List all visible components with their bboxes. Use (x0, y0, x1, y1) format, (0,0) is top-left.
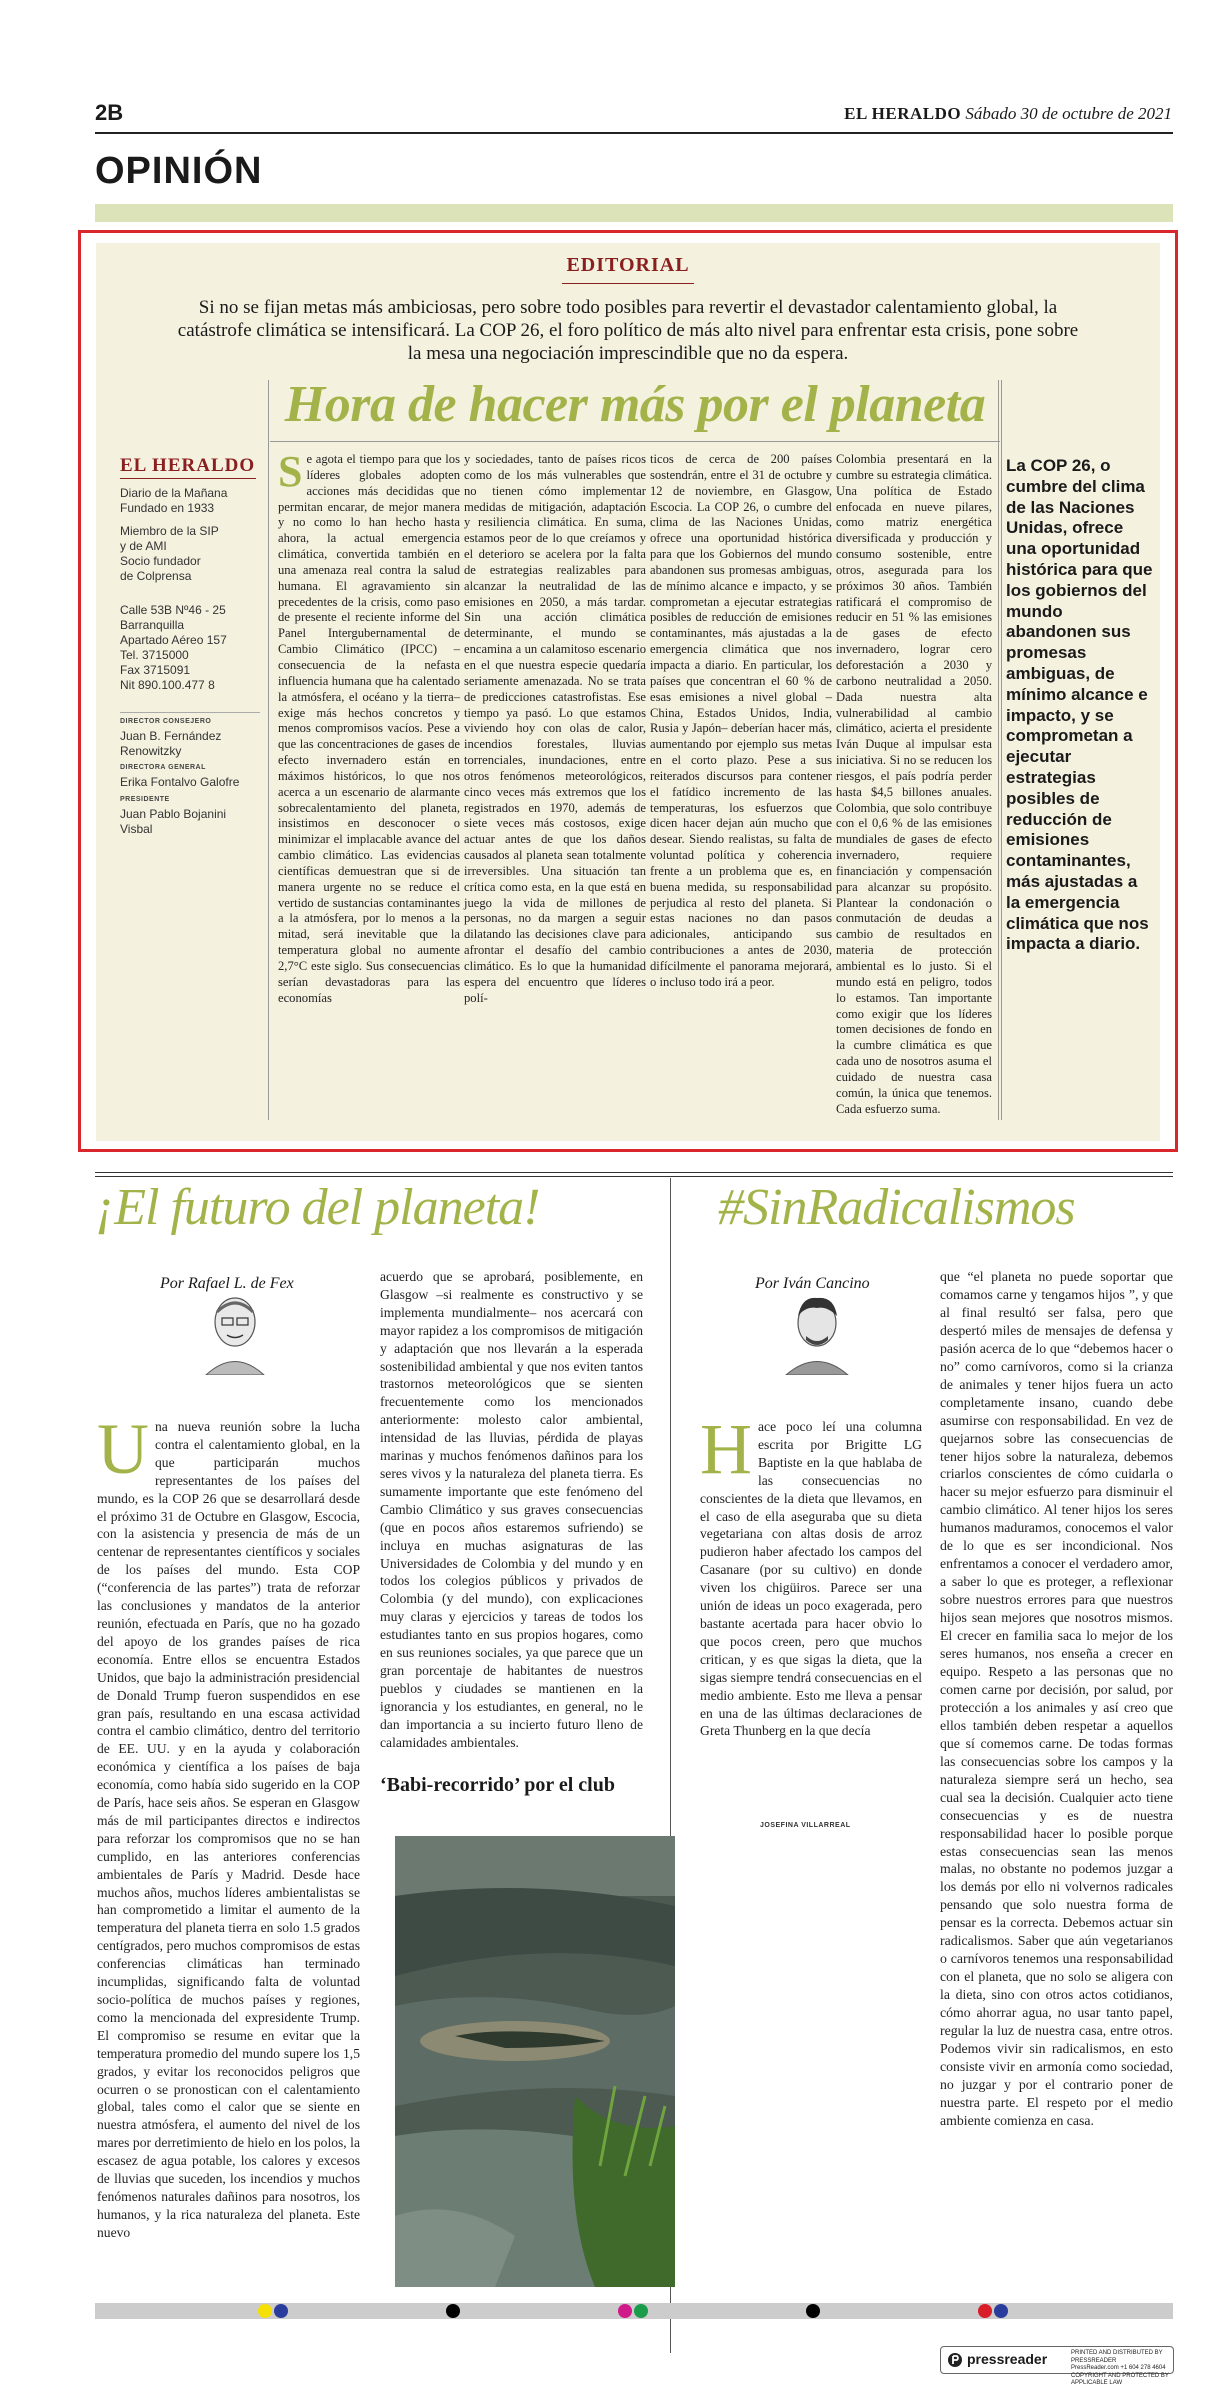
sidebar-line: y de AMI (120, 539, 167, 553)
sidebar-line: Apartado Aéreo 157 (120, 633, 227, 647)
section-title: OPINIÓN (95, 150, 263, 192)
sidebar-rule (120, 712, 260, 713)
sidebar-line: Fundado en 1933 (120, 501, 215, 515)
sidebar-line: Socio fundador (120, 554, 201, 568)
sidebar-line: Barranquilla (120, 618, 185, 632)
editorial-deck: Si no se fijan metas más ambiciosas, pero sobre todo posibles para revertir el devastador calentamiento global, la catástrofe climática se intensificará. La COP 26, el foro político de más alto nivel para enfrentar esta crisis, pone sobre la mesa una negociación imprescindible que no da espera. (177, 297, 1079, 364)
author-portrait-icon (200, 1290, 270, 1375)
section-band (95, 204, 1173, 222)
left-article-column-2: acuerdo que se aprobará, posiblemente, en Glasgow –si realmente es constructivo y se implementa mundialmente– nos acercará con mayor rapidez a los compromisos de mitigación y adaptación que nos llevarán a la esperada sostenibilidad ambiental y que nos eviten tantos trastornos meteorológicos que se sienten frecuentemente como los mencionados anteriormente: molesto calor ambiental, intensidad de las lluvias, pérdida de playas marinas y muchos fenómenos dañinos para los seres vivos y la naturaleza del planeta tierra. Es sumamente importante que este fenómeno del Cambio Climático y sus graves consecuencias (que en pocos años estaremos sufriendo) se incluya en muchas asignaturas de las Universidades de Colombia y del mundo y en todos los colegios públicos y privados de Colombia (y del mundo), con explicaciones muy claras y ejercicios y tareas de todos los estudiantes tanto en sus propios hogares, como en sus reuniones sociales, ya que parece que un gran porcentaje de habitantes de nuestros pueblos y ciudades se mantienen en la ignorancia y los estudiantes, en general, no le dan importancia a su incierto futuro lleno de calamidades ambientales. (380, 1269, 643, 1750)
article-text: na nueva reunión sobre la lucha contra el calentamiento global, en la que participarán muchos representantes de los países del mundo, es la COP 26 que se desarrollará desde el próximo 31 de Octubre en Glasgow, Escocia, con la asistencia y presencia de más de un centenar de representantes científicos y sociales de los países del mundo. Esta COP (“conferencia de las partes”) trata de reforzar las conclusiones y mandatos de la anterior reunión, efectuada en París, que no ha gozado del apoyo de los grandes países de rica economía. Entre ellos se encuentra Estados Unidos, que bajo la administración presidencial de Donald Trump fueron suspendidos en ese gran país, resultando en una escasa actividad contra el cambio climático, dentro del territorio de EE. UU. y en la ayuda y colaboración económica y científica a los países de baja economía, como había sido sugerido en la COP de París, hace seis años. Se esperan en Glasgow más de mil participantes directos e indirectos para reforzar los compromisos que no se han cumplido, en las anteriores conferencias ambientales de París y Madrid. Desde hace muchos años, muchos líderes ambientalistas se han comprometido a limitar el aumento de la temperatura del planeta tierra en solo 1.5 grados centígrados, pero muchos compromisos de estas conferencias climáticas han terminado incumplidas, significando falta de voluntad socio-política de muchos países y regiones, como la mencionada del expresidente Trump. El compromiso se resume en evitar que la temperatura promedio del mundo supere los 1,5 grados, y evitar los reconocidos peligros que ocurren o se pronostican con el calentamiento global, tales como el calor que se siente en nuestra atmósfera, el aumento del nivel de los mares por derretimiento de hielo en los polos, la escasez de agua potable, los calores y excesos de lluvias que suceden, los incendios y muchos fenómenos naturales dañinos para nosotros, los humanos, y la rica naturaleza del planeta. Este nuevo (97, 1419, 360, 2240)
editorial-divider (998, 380, 999, 1120)
editorial-title: Hora de hacer más por el planeta (284, 376, 986, 433)
drop-cap: U (97, 1409, 149, 1489)
header-rule (95, 132, 1173, 134)
editorial-column-3: ticos de cerca de 200 países sostendrán, entre el 31 de octubre y 12 de noviembre, en Glasgow, Escocia. La COP 26, o cumbre del clima de las Naciones Unidas, ofrece una oportunidad histórica para que los Gobiernos del mundo abandonen sus promesas ambiguas, de mínimo alcance e impacto, y se comprometan a ejecutar estrategias posibles de reducción de emisiones contaminantes, más ajustadas a la emergencia climática que nos impacta a diario. En particular, los países que concentran el 60 % de esas emisiones a nivel global –China, Estados Unidos, India, Rusia y Japón– deberían hacer más, aumentando por ejemplo sus metas en el corto plazo. Pese a sus reiterados discursos para contener el fatídico incremento de las temperaturas, los esfuerzos que dicen hacer dejan aún mucho que desear. Siendo realistas, su falta de voluntad política y coherencia frente a un problema que es, en buena medida, su responsabilidad perjudica al resto del planeta. Si estas naciones no dan pasos adicionales, anticipando sus contribuciones a antes de 2030, difícilmente el panorama mejorará, o incluso todo irá a peor. (650, 452, 832, 989)
pressreader-badge (940, 2346, 1174, 2386)
left-article-column-1 (97, 1409, 360, 2242)
photo-credit: JOSEFINA VILLARREAL (760, 1822, 851, 1829)
crocodile-photo (395, 1836, 675, 2287)
editorial-column-1 (278, 447, 460, 1007)
editorial-text: e agota el tiempo para que los líderes globales adopten acciones más decididas que permitan encarar, de mejor manera y no como lo han hecho hasta ahora, la actual emergencia climática, convertida también en una amenaza real contra la salud humana. El agravamiento sin precedentes de la crisis, como paso de presente el reciente informe del Panel Intergubernamental de Cambio Climático (IPCC) –consecuencia de la nefasta influencia humana que ha calentado la atmósfera, el océano y la tierra– exige más hechos concretos y menos compromisos vacíos. Pese a que las concentraciones de gases de efecto invernadero están en máximos históricos, lo que nos acerca a un escenario de alarmante sobrecalentamiento del planeta, insistimos en desconocer o minimizar el implacable avance del cambio climático. Las evidencias científicas demuestran que si de manera urgente no se reduce el vertido de sustancias contaminantes a la atmósfera, por lo menos a la mitad, será inevitable que la temperatura global no aumente 2,7°C este siglo. Sus consecuencias serían devastadoras para las economías (278, 452, 460, 1005)
sidebar-foundation (120, 486, 260, 516)
registration-dot (978, 2304, 992, 2318)
sidebar-brand: EL HERALDO (120, 455, 256, 476)
fine-print-line: PressReader.com +1 604 278 4604 (1071, 2365, 1166, 2371)
sidebar-brand-rule (120, 478, 256, 479)
right-article-title: #SinRadicalismos (718, 1179, 1075, 1236)
drop-cap: S (278, 447, 303, 496)
registration-dot (806, 2304, 820, 2318)
sidebar-gerente-caption: DIRECTORA GENERAL (120, 764, 206, 771)
editorial-title-rule (270, 441, 1000, 442)
masthead-date: Sábado 30 de octubre de 2021 (965, 104, 1172, 123)
pressreader-brand: pressreader (967, 2351, 1048, 2367)
right-article-column-1 (700, 1409, 922, 1740)
page-number: 2B (95, 100, 124, 125)
editorial-column-2: y sociedades, tanto de países ricos como de los más vulnerables que no tienen cómo implementar medidas de mitigación, adaptación y resiliencia climática. En suma, estamos peor de lo que creíamos y el deterioro se acelera por la falta de estrategias realizables para alcanzar la neutralidad de las emisiones en 2050, a más tardar. Sin una acción climática determinante, el mundo se encamina a un calamitoso escenario en el que nuestra especie quedaría seriamente amenazada. No se trata de predicciones catastrofistas. Ese tiempo ya pasó. Lo que estamos viviendo hoy con olas de calor, incendios forestales, lluvias torrenciales, inundaciones, entre otros fenómenos meteorológicos, cinco veces más extremos que los registrados en 1970, además de siete veces más costosos, exige actuar antes de que los daños causados al planeta sean totalmente irreversibles. Una situación tan crítica como esta, en la que está en juego la vida de millones de personas, no da margen a seguir dilatando las decisiones clave para afrontar el desafío del cambio climático. Es lo que la humanidad espera del encuentro que líderes polí- (464, 452, 646, 1005)
sidebar-presidente-caption: PRESIDENTE (120, 796, 170, 803)
pressreader-logo-icon (947, 2352, 963, 2368)
sidebar-membership (120, 524, 260, 584)
sidebar-director: Juan B. Fernández Renowitzky (120, 729, 222, 758)
sidebar-gerente: Erika Fontalvo Galofre (120, 775, 240, 789)
editorial-column-4: Colombia presentará en la cumbre su estrategia climática. Una política de Estado enfocada en nueve pilares, como matriz energética diversificada y producción y consumo sostenible, entre otros, asegurada para los próximos 30 años. También ratificará el compromiso de reducir en 51 % las emisiones de gases de efecto invernadero, lograr cero deforestación a 2030 y carbono neutralidad a 2050. Dada nuestra alta vulnerabilidad al cambio climático, acierta el presidente Iván Duque al impulsar esta iniciativa. Si no se reducen los riesgos, el país podría perder hasta $4,5 billones anuales. Colombia, que solo contribuye con el 0,6 % de las emisiones mundiales de gases de efecto invernadero, requiere financiación y compensación para alcanzar su propósito. Plantear la condonación o conmutación de deudas a cambio de resultados en materia de protección ambiental es lo justo. Si el mundo está en peligro, todos lo estamos. Tan importante como exigir que los líderes tomen decisiones de fondo en la cumbre climática es que cada uno de nosotros asuma el cuidado de nuestra casa común, la única que tenemos. Cada esfuerzo suma. (836, 452, 992, 1116)
section-rule (95, 1172, 1173, 1173)
sidebar-line: Tel. 3715000 (120, 648, 189, 662)
drop-cap: H (700, 1409, 752, 1489)
pressreader-fine-print (1071, 2350, 1173, 2388)
sidebar-line: Fax 3715091 (120, 663, 191, 677)
sidebar-address (120, 603, 260, 693)
registration-dot (446, 2304, 460, 2318)
editorial-divider (1001, 380, 1002, 1120)
sidebar-line: Diario de la Mañana (120, 486, 228, 500)
registration-dot (618, 2304, 632, 2318)
masthead-newspaper: EL HERALDO (844, 104, 962, 123)
section-rule (95, 1176, 1173, 1177)
registration-dot (994, 2304, 1008, 2318)
right-article-byline: Por Iván Cancino (755, 1275, 870, 1292)
article-text: ace poco leí una columna escrita por Brigitte LG Baptiste en la que hablaba de las consecuencias no conscientes de la dieta que llevamos, en el caso de ella aseguraba que su dieta vegetariana con altas dosis de arroz pudieron haber afectado los campos del Casanare (por su cultivo) en donde viven los chigüiros. Parece ser una unión de ideas un poco exagerada, pero bastante acertada para hacer obvio lo que pocos creen, pero que muchos critican, y es que sigas la dieta, que la sigas siempre tendrá consecuencias en el medio ambiente. Esto me lleva a pensar en una de las últimas declaraciones de Greta Thunberg en la que decía (700, 1419, 922, 1739)
editorial-kicker: EDITORIAL (566, 254, 690, 276)
registration-dot (258, 2304, 272, 2318)
editorial-kicker-rule (562, 283, 694, 284)
photo-title: ‘Babi-recorrido’ por el club (380, 1774, 615, 1796)
author-portrait-icon (782, 1290, 852, 1375)
fine-print-line: PRINTED AND DISTRIBUTED BY PRESSREADER (1071, 2350, 1163, 2364)
sidebar-line: Nit 890.100.477 8 (120, 678, 215, 692)
left-article-byline: Por Rafael L. de Fex (160, 1275, 294, 1292)
right-article-column-2: que “el planeta no puede soportar que comamos carne y tengamos hijos ”, y que al final resultó ser falsa, pero que despertó miles de mensajes de defensa y pasión acerca de lo que “debemos hacer o no” como carnívoros, como si la crianza de animales y tener hijos fuera un acto completamente insano, cuando debe asumirse con responsabilidad. En vez de quejarnos sobre las consecuencias de tener hijos sobre la naturaleza, debemos criarlos conscientes de cómo cuidarla o hacer su mejor esfuerzo para disminuir el cambio climático. Al tener hijos los seres humanos maduramos, conocemos el valor de lo que es ser incondicional. Nos enfrentamos a conocer el verdadero amor, a saber lo que es proteger, a reflexionar sobre nuestros errores para que nuestros hijos sean mejores que nosotros mismos. El crecer en familia saca lo mejor de los seres humanos, nos enseña a crecer en equipo. Respeto a las personas que no comen carne por decisión, por salud, por protección a los animales y así creo que ellos también deben respetar a aquellos que sí comemos carne. De todas formas las consecuencias sobre los campos y la naturaleza siempre será un hecho, sea cual sea la decisión. Cualquier acto tiene consecuencias y es de nuestra responsabilidad hacer lo posible porque estas consecuencias sean las menos malas, no obstante no podemos juzgar a los demás por ello ni volvernos radicales pensando que solo nuestra forma de pensar es la correcta. Debemos actuar sin radicalismos. Saber que aún vegetarianos o carnívoros tenemos una responsabilidad con el planeta, que no solo se aligera con la dieta, sino con otros actos cotidianos, cómo ahorrar agua, no usar tanto papel, regular la luz de nuestra casa, entre otros. Podemos vivir sin radicalismos, en esto consiste vivir en armonía como sociedad, no juzgar y por el contrario poner de nuestra parte. El respeto por el medio ambiente comienza en casa. (940, 1269, 1173, 2128)
sidebar-line: de Colprensa (120, 569, 192, 583)
registration-dot (274, 2304, 288, 2318)
masthead (844, 104, 1172, 124)
sidebar-line: Miembro de la SIP (120, 524, 219, 538)
registration-dot (634, 2304, 648, 2318)
sidebar-director-caption: DIRECTOR CONSEJERO (120, 718, 212, 725)
left-article-title: ¡El futuro del planeta! (95, 1179, 540, 1236)
fine-print-line: COPYRIGHT AND PROTECTED BY APPLICABLE LAW (1071, 2372, 1169, 2386)
editorial-pullquote: La COP 26, o cumbre del clima de las Naciones Unidas, ofrece una oportunidad histórica para que los gobiernos del mundo abandonen sus promesas ambiguas, de mínimo alcance e impacto, y se comprometan a ejecutar estrategias posibles de reducción de emisiones contaminantes, más ajustadas a la emergencia climática que nos impacta a diario. (1006, 456, 1153, 954)
editorial-divider (268, 380, 269, 1120)
sidebar-presidente: Juan Pablo Bojanini Visbal (120, 807, 227, 836)
sidebar-line: Calle 53B Nº46 - 25 (120, 603, 226, 617)
